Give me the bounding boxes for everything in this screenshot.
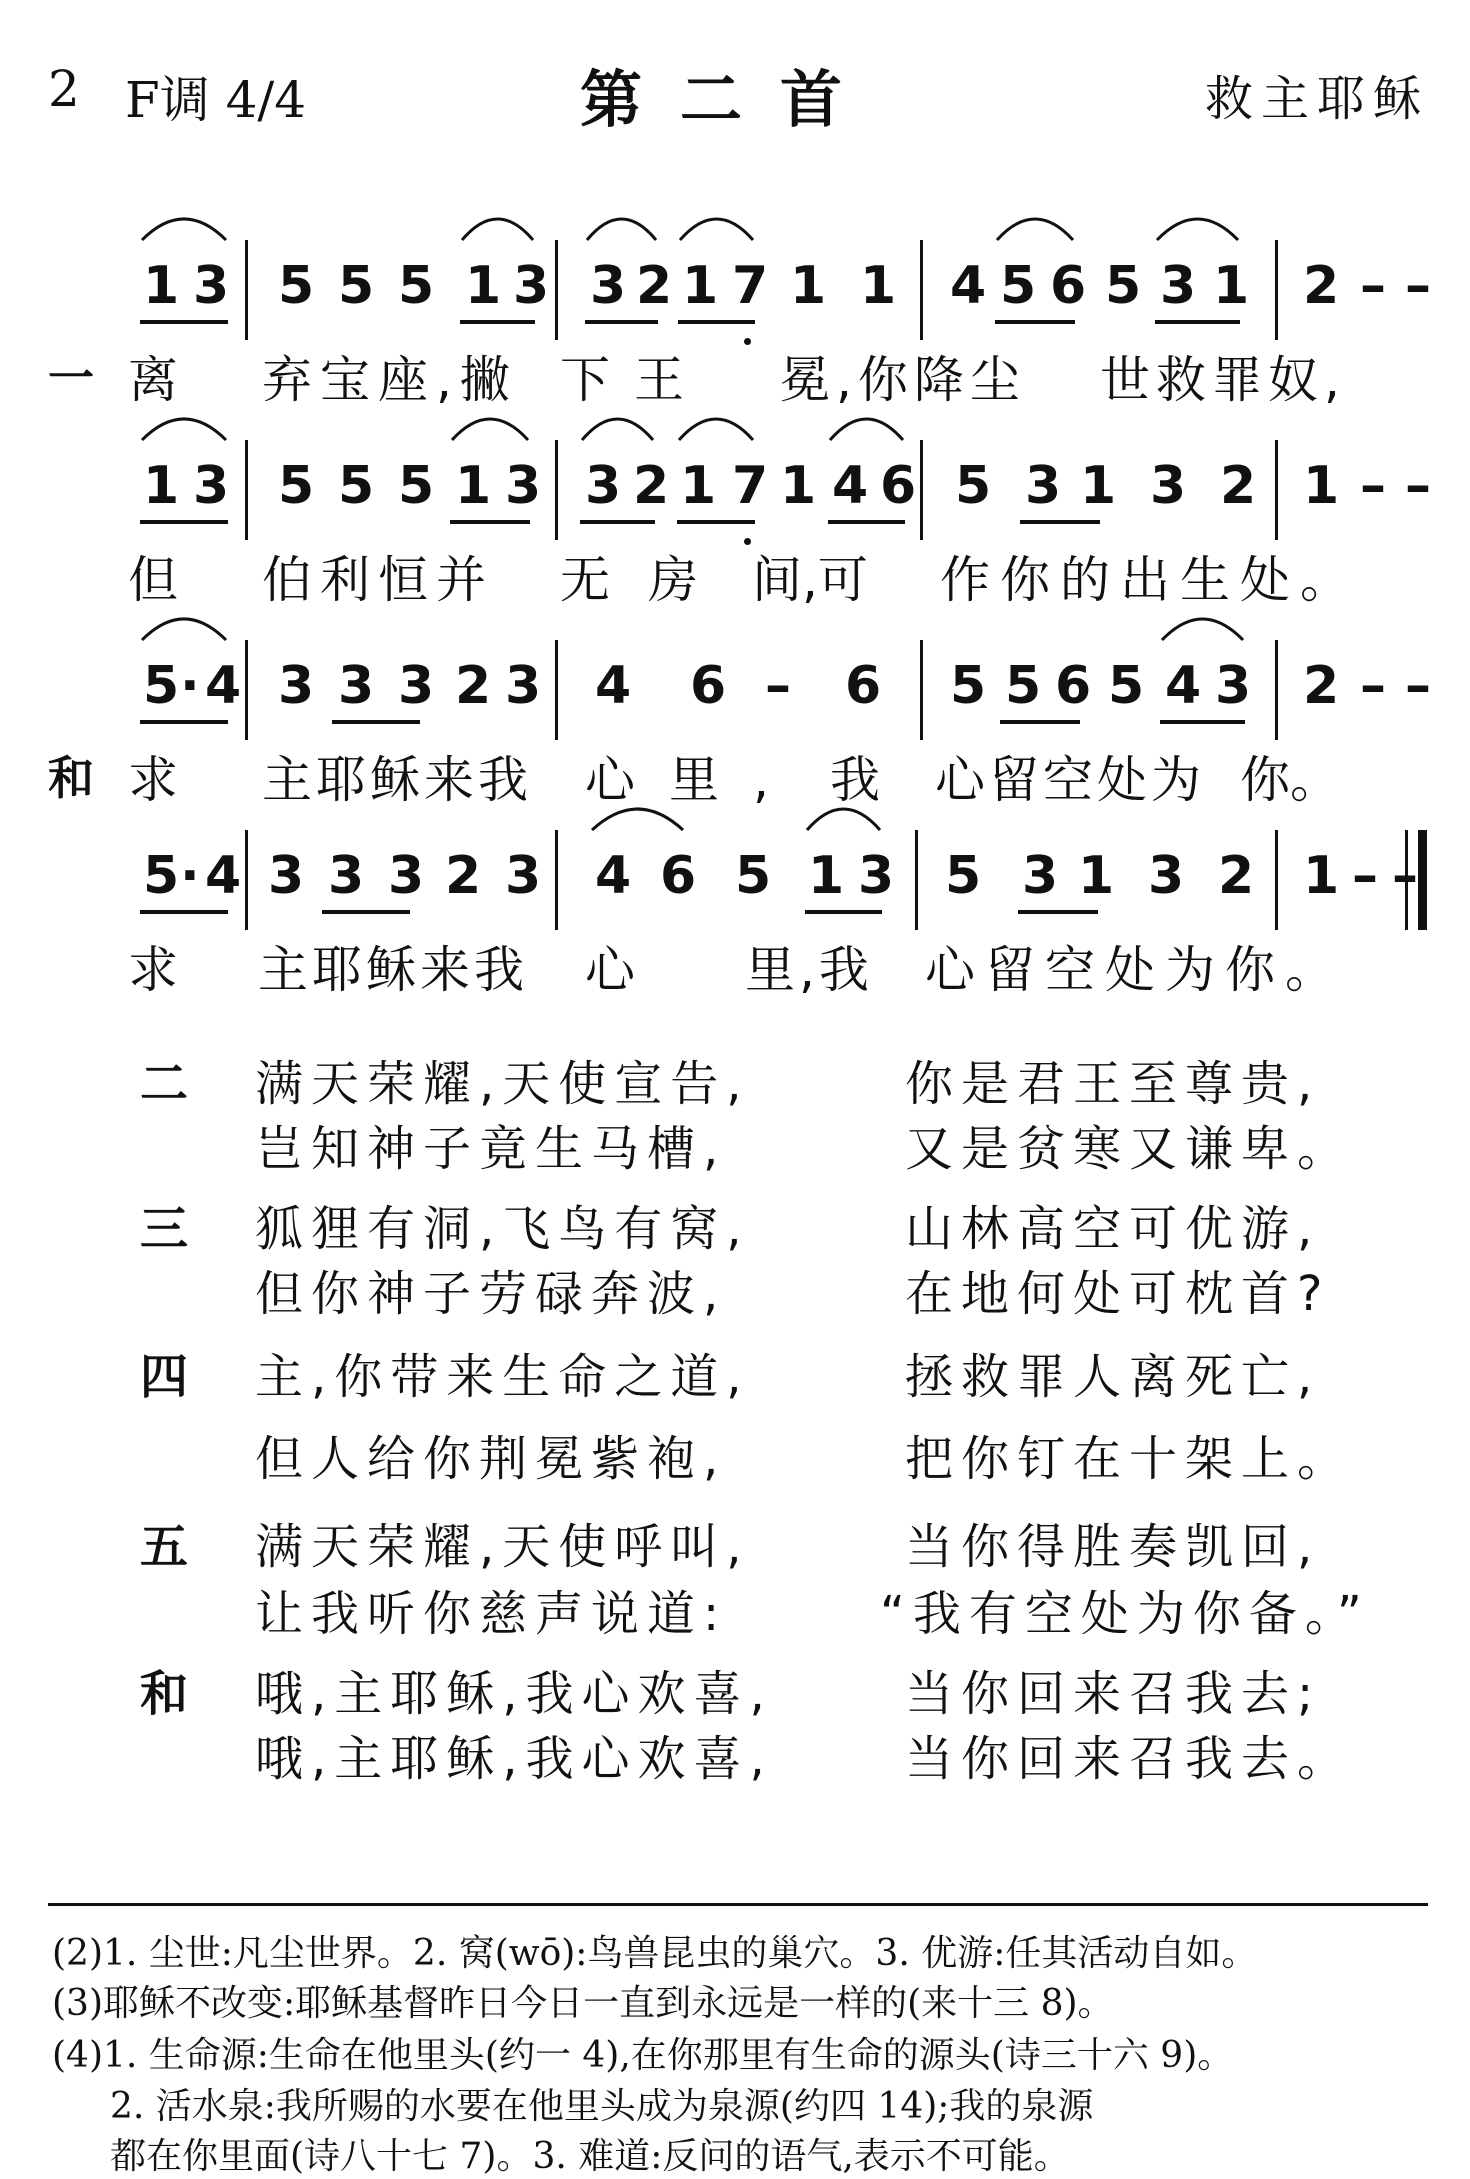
barline: [1275, 240, 1278, 340]
note-digit: 5: [945, 846, 982, 906]
note-digit: 3: [328, 846, 365, 906]
note-digit: 3: [585, 456, 622, 516]
lyric-word: 离: [128, 351, 178, 409]
beam-underline: [140, 720, 228, 724]
verse-line: 哦,主耶稣,我心欢喜,: [255, 1731, 773, 1787]
beam-underline: [332, 720, 420, 724]
note-digit: 3: [398, 656, 435, 716]
note-digit: 5: [338, 256, 375, 316]
beam-underline: [1155, 320, 1240, 324]
note-digit: 3: [1160, 256, 1197, 316]
note-digit: 1: [1303, 456, 1340, 516]
note-digit: 3: [513, 256, 550, 316]
note-digit: 5: [1108, 656, 1145, 716]
verse-line: 当你得胜奏凯回,: [905, 1519, 1321, 1575]
score-system: [0, 240, 1470, 330]
note-digit: 5: [1000, 256, 1037, 316]
beam-underline: [678, 320, 755, 324]
score-system: [0, 640, 1470, 730]
key-time-signature: F调 4/4: [125, 71, 307, 129]
lyric-word: 间,可: [752, 551, 868, 609]
note-digit: 3: [388, 846, 425, 906]
note-digit: 5: [950, 656, 987, 716]
slur-arc: [585, 202, 658, 242]
lyric-word: 无房: [560, 551, 736, 609]
octave-dot: [744, 338, 751, 345]
slur-arc: [678, 202, 755, 242]
note-digit: 3: [278, 656, 315, 716]
verse-line: 山林高空可优游,: [905, 1201, 1321, 1257]
lyric-word: 心留空处为你。: [925, 941, 1345, 999]
dash-mark: –: [1352, 846, 1378, 906]
note-digit: 6: [880, 456, 917, 516]
hymn-number: 2: [48, 60, 80, 118]
beam-underline: [580, 520, 655, 524]
footnote: 2. 活水泉:我所赐的水要在他里头成为泉源(约四 14);我的泉源: [110, 2086, 1094, 2127]
octave-dot: [744, 538, 751, 545]
note-digit: 5: [955, 456, 992, 516]
verse-line: 但人给你荆冕紫袍,: [255, 1431, 727, 1487]
barline: [245, 440, 248, 540]
verse-label: 五: [140, 1519, 189, 1575]
note-digit: 5: [1105, 256, 1142, 316]
beam-underline: [140, 320, 228, 324]
note-digit: 7: [732, 256, 769, 316]
beam-underline: [585, 320, 658, 324]
dash-mark: –: [1405, 656, 1431, 716]
beam-underline: [995, 320, 1075, 324]
note-digit: 1: [808, 846, 845, 906]
lyric-word: 心: [585, 941, 635, 999]
lyric-word: 主耶稣来我: [258, 941, 528, 999]
barline: [920, 240, 923, 340]
beam-underline: [1020, 520, 1100, 524]
note-digit: 5: [143, 846, 180, 906]
dash-mark: –: [1392, 846, 1418, 906]
note-digit: ·: [180, 656, 200, 716]
barline: [1275, 640, 1278, 740]
slur-arc: [1155, 202, 1240, 242]
note-digit: 1: [780, 456, 817, 516]
barline: [555, 240, 558, 340]
note-digit: 1: [1078, 846, 1115, 906]
lyric-word: 伯利恒并: [262, 551, 494, 609]
barline: [245, 240, 248, 340]
note-digit: 4: [205, 656, 242, 716]
dash-mark: –: [1405, 456, 1431, 516]
dash-mark: –: [1360, 256, 1386, 316]
note-digit: 3: [1148, 846, 1185, 906]
verse-line: 主,你带来生命之道,: [255, 1349, 750, 1405]
footnote: (4)1. 生命源:生命在他里头(约一 4),在你那里有生命的源头(诗三十六 9)。: [52, 2035, 1234, 2076]
note-digit: 6: [1055, 656, 1092, 716]
verse-line: 让我听你慈声说道:: [255, 1586, 728, 1642]
verse-label: 二: [140, 1056, 189, 1112]
verse-line: 满天荣耀,天使呼叫,: [255, 1519, 750, 1575]
note-digit: 6: [660, 846, 697, 906]
footnote: 都在你里面(诗八十七 7)。3. 难道:反问的语气,表示不可能。: [110, 2136, 1070, 2177]
note-digit: 2: [455, 656, 492, 716]
verse-line: 又是贫寒又谦卑。: [905, 1121, 1354, 1177]
note-digit: 5: [398, 456, 435, 516]
dash-mark: –: [765, 656, 791, 716]
verse-label: 三: [140, 1201, 189, 1257]
note-digit: 4: [1165, 656, 1202, 716]
barline: [245, 830, 248, 930]
final-barline-thick: [1418, 830, 1427, 930]
verse-label: 一: [48, 351, 94, 405]
dash-mark: –: [1360, 656, 1386, 716]
lyric-word: 但: [128, 551, 178, 609]
lyric-word: 心留空处为: [935, 751, 1205, 809]
note-digit: 2: [633, 456, 670, 516]
lyric-word: 求: [128, 751, 178, 809]
verse-label: 和: [140, 1666, 189, 1722]
note-digit: 3: [505, 656, 542, 716]
barline: [555, 640, 558, 740]
note-digit: 4: [950, 256, 987, 316]
verse-line: 满天荣耀,天使宣告,: [255, 1056, 750, 1112]
lyric-word: 下王: [560, 351, 708, 409]
note-digit: 6: [690, 656, 727, 716]
note-digit: 3: [590, 256, 627, 316]
note-digit: 3: [268, 846, 305, 906]
barline: [245, 640, 248, 740]
verse-line: 当你回来召我去;: [905, 1666, 1322, 1722]
verse-line: “我有空处为你备。”: [880, 1586, 1370, 1642]
note-digit: 3: [1215, 656, 1252, 716]
slur-arc: [995, 202, 1075, 242]
note-digit: 1: [455, 456, 492, 516]
verse-line: 狐狸有洞,飞鸟有窝,: [255, 1201, 750, 1257]
barline: [555, 440, 558, 540]
note-digit: 1: [143, 256, 180, 316]
score-system: [0, 830, 1470, 920]
beam-underline: [677, 520, 755, 524]
barline: [915, 830, 918, 930]
note-digit: 3: [1025, 456, 1062, 516]
verse-line: 你是君王至尊贵,: [905, 1056, 1321, 1112]
beam-underline: [805, 910, 882, 914]
note-digit: 1: [682, 256, 719, 316]
note-digit: 5: [143, 656, 180, 716]
score-system: [0, 440, 1470, 530]
barline: [1275, 440, 1278, 540]
dash-mark: –: [1405, 256, 1431, 316]
note-digit: 7: [732, 456, 769, 516]
lyric-word: 里,我: [745, 941, 873, 999]
verse-line: 拯救罪人离死亡,: [905, 1349, 1321, 1405]
note-digit: 1: [1303, 846, 1340, 906]
note-digit: 3: [858, 846, 895, 906]
beam-underline: [1160, 720, 1245, 724]
note-digit: 2: [636, 256, 673, 316]
note-digit: 3: [338, 656, 375, 716]
note-digit: 3: [193, 456, 230, 516]
note-digit: 3: [1150, 456, 1187, 516]
note-digit: 2: [1303, 656, 1340, 716]
note-digit: 5: [278, 456, 315, 516]
barline: [920, 640, 923, 740]
beam-underline: [140, 910, 228, 914]
verse-line: 哦,主耶稣,我心欢喜,: [255, 1666, 773, 1722]
note-digit: 1: [860, 256, 897, 316]
note-digit: 3: [193, 256, 230, 316]
verse-label: 四: [140, 1349, 189, 1405]
note-digit: 1: [680, 456, 717, 516]
note-digit: 6: [1050, 256, 1087, 316]
beam-underline: [1000, 720, 1080, 724]
verse-line: 但你神子劳碌奔波,: [255, 1266, 727, 1322]
lyric-word: 我: [830, 751, 880, 809]
verse-line: 当你回来召我去。: [905, 1731, 1354, 1787]
lyric-word: 弃宝座,撇: [262, 351, 518, 409]
lyric-word: 求: [128, 941, 178, 999]
lyric-word: 作你的出生处。: [940, 551, 1360, 609]
beam-underline: [1018, 910, 1098, 914]
slur-arc: [460, 202, 535, 242]
note-digit: 1: [465, 256, 502, 316]
note-digit: 1: [143, 456, 180, 516]
lyric-word: 心里,: [585, 751, 803, 809]
beam-underline: [828, 520, 905, 524]
note-digit: 5: [735, 846, 772, 906]
note-digit: 4: [205, 846, 242, 906]
note-digit: 1: [790, 256, 827, 316]
lyric-word: 主耶稣来我: [262, 751, 532, 809]
slur-arc: [140, 202, 228, 242]
beam-underline: [322, 910, 410, 914]
note-digit: 5: [398, 256, 435, 316]
note-digit: 3: [1022, 846, 1059, 906]
chorus-label: 和: [48, 751, 94, 805]
note-digit: 4: [595, 656, 632, 716]
lyric-word: 冕,你降尘: [780, 351, 1026, 409]
beam-underline: [460, 320, 535, 324]
hymn-title: 第二首: [580, 63, 881, 136]
note-digit: 5: [1005, 656, 1042, 716]
note-digit: 1: [1080, 456, 1117, 516]
verse-line: 把你钉在十架上。: [905, 1431, 1354, 1487]
beam-underline: [140, 520, 228, 524]
beam-underline: [450, 520, 530, 524]
lyric-word: 世救罪奴,: [1100, 351, 1346, 409]
footnote-divider: [48, 1903, 1428, 1906]
note-digit: 1: [1213, 256, 1250, 316]
note-digit: 5: [338, 456, 375, 516]
hymn-subtitle: 救主耶稣: [1205, 71, 1430, 127]
note-digit: 5: [278, 256, 315, 316]
dash-mark: –: [1360, 456, 1386, 516]
note-digit: 4: [832, 456, 869, 516]
barline: [920, 440, 923, 540]
verse-line: 岂知神子竟生马槽,: [255, 1121, 727, 1177]
footnote: (3)耶稣不改变:耶稣基督昨日今日一直到永远是一样的(来十三 8)。: [52, 1983, 1114, 2024]
note-digit: 2: [1303, 256, 1340, 316]
note-digit: 4: [595, 846, 632, 906]
barline: [1275, 830, 1278, 930]
footnote: (2)1. 尘世:凡尘世界。2. 窝(wō):鸟兽昆虫的巢穴。3. 优游:任其活动自如。: [52, 1933, 1258, 1974]
verse-line: 在地何处可枕首?: [905, 1266, 1331, 1322]
note-digit: 2: [1220, 456, 1257, 516]
note-digit: 2: [1218, 846, 1255, 906]
note-digit: 3: [505, 846, 542, 906]
lyric-word: 你。: [1240, 751, 1340, 809]
barline: [555, 830, 558, 930]
note-digit: 2: [445, 846, 482, 906]
note-digit: 6: [845, 656, 882, 716]
note-digit: 3: [505, 456, 542, 516]
note-digit: ·: [180, 846, 200, 906]
